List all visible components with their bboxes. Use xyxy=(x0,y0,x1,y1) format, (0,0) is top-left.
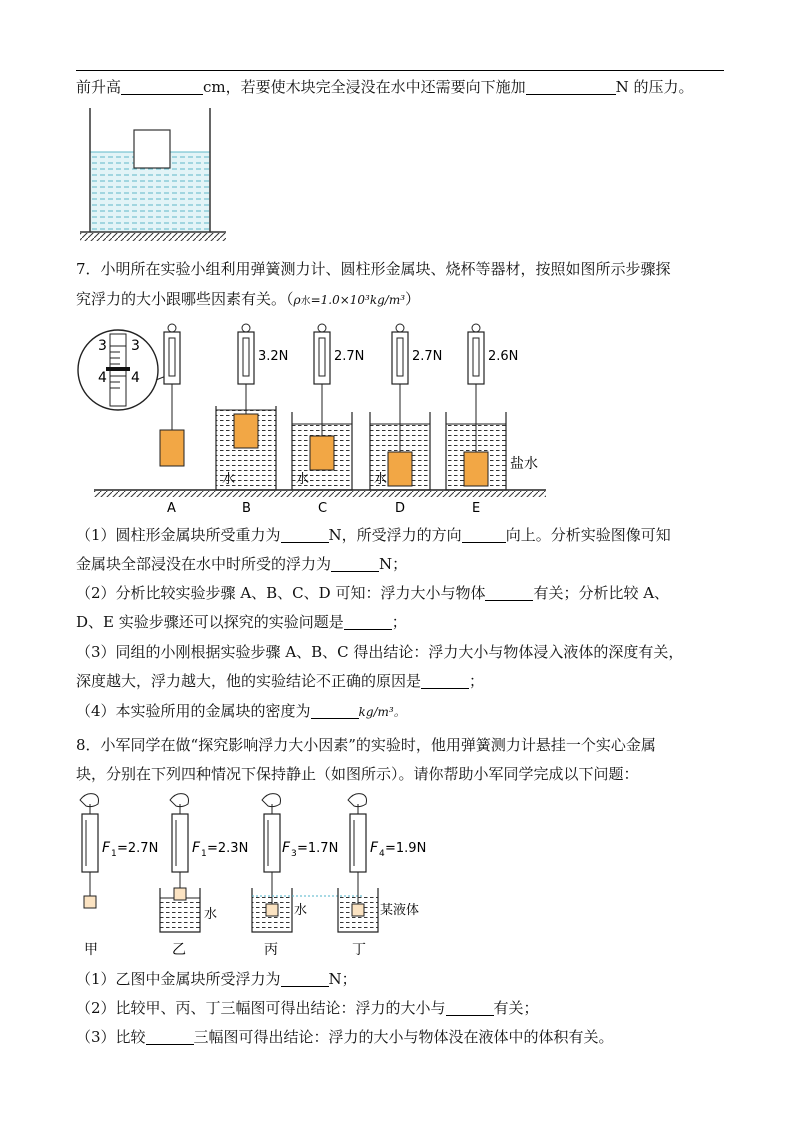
panel-jia xyxy=(80,794,158,958)
pointer-mark xyxy=(106,367,130,371)
step-e xyxy=(446,324,538,490)
metal-block-ding xyxy=(352,904,364,916)
q7-p1-blank-1[interactable] xyxy=(281,526,329,543)
q8-p2-a: （2）比较甲、丙、丁三幅图可得出结论：浮力的大小与 xyxy=(76,999,446,1017)
f-sub-ding: 4 xyxy=(379,849,385,859)
panel-bing xyxy=(252,794,364,958)
q6-tank-figure xyxy=(76,100,236,248)
reading-c: 2.7N xyxy=(334,349,365,364)
table-hatch xyxy=(94,491,546,497)
q8-intro-1: 8．小军同学在做“探究影响浮力大小因素”的实验时，他用弹簧测力计悬挂一个实心金属 xyxy=(76,736,656,754)
metal-block-b xyxy=(234,414,258,448)
f-sub-yi: 1 xyxy=(201,849,207,859)
q7-intro-2 xyxy=(76,288,420,313)
label-ding: 丁 xyxy=(352,942,366,958)
q7-p2-blank-2[interactable] xyxy=(344,613,392,630)
scale-tick-3-left: 3 xyxy=(98,338,107,354)
q7-p4-unit: kg/m³。 xyxy=(358,705,406,719)
water-label-bing: 水 xyxy=(294,903,308,918)
q8-p3-b: 三幅图可得出结论：浮力的大小与物体没在液体中的体积有关。 xyxy=(193,1028,614,1046)
scale-tick-4-right: 4 xyxy=(131,370,140,386)
q7-p1-a: （1）圆柱形金属块所受重力为 xyxy=(76,526,281,544)
q7-p1-line1 xyxy=(76,524,671,546)
q7-intro-2-text: 究浮力的大小跟哪些因素有关。（ xyxy=(76,290,294,308)
q7-p3-line2 xyxy=(76,670,484,692)
q7-p1-blank-2[interactable] xyxy=(462,526,506,543)
other-liquid-label: 某液体 xyxy=(380,903,420,918)
panel-yi xyxy=(160,794,248,958)
label-yi: 乙 xyxy=(172,942,186,958)
q7-p1-c: 向上。分析实验图像可知 xyxy=(505,526,671,544)
f-value-bing: =1.7N xyxy=(297,841,339,856)
q8-p1-line xyxy=(76,968,357,990)
label-d: D xyxy=(395,501,406,516)
step-b xyxy=(216,324,288,490)
label-e: E xyxy=(472,501,481,516)
step-d xyxy=(370,324,442,490)
q8-p1-b: N； xyxy=(328,970,357,988)
label-bing: 丙 xyxy=(264,942,278,958)
q8-p1-blank[interactable] xyxy=(281,970,329,987)
q7-p3-blank[interactable] xyxy=(421,672,469,689)
f-label-ding: F xyxy=(370,840,379,856)
reading-b: 3.2N xyxy=(258,349,289,364)
label-jia: 甲 xyxy=(84,942,98,958)
formula-rho: ρ xyxy=(293,293,301,307)
metal-block-d xyxy=(388,452,412,486)
q7-intro-1: 7．小明所在实验小组利用弹簧测力计、圆柱形金属块、烧杯等器材，按照如图所示步骤探 xyxy=(76,260,671,278)
magnified-scale xyxy=(78,330,166,410)
water-label-d: 水 xyxy=(374,472,388,487)
metal-block-yi xyxy=(174,888,186,900)
reading-d: 2.7N xyxy=(412,349,443,364)
q7-intro-2-end: ） xyxy=(405,290,421,308)
f-label-jia: F xyxy=(102,840,111,856)
q6-text-a: 前升高 xyxy=(76,78,122,96)
q7-p2-line2 xyxy=(76,611,407,633)
q7-p1-line2 xyxy=(76,553,407,575)
f-sub-jia: 1 xyxy=(111,849,117,859)
q7-p3-c: ； xyxy=(469,672,485,690)
header-rule xyxy=(76,70,724,71)
q8-intro-2: 块，分别在下列四种情况下保持静止（如图所示）。请你帮助小军同学完成以下问题： xyxy=(76,765,639,783)
scale-tick-4-left: 4 xyxy=(98,370,107,386)
q7-p2-line1 xyxy=(76,582,669,604)
q7-p2-blank-1[interactable] xyxy=(485,584,533,601)
q7-p4-line xyxy=(76,700,406,723)
q6-text-c: N 的压力。 xyxy=(615,78,694,96)
spring-scale-a xyxy=(160,324,184,466)
q7-p1-e: N； xyxy=(379,555,408,573)
q8-p3-a: （3）比较 xyxy=(76,1028,146,1046)
q7-p1-blank-3[interactable] xyxy=(331,555,379,572)
water-label-yi: 水 xyxy=(204,907,218,922)
q7-p3-b: 深度越大，浮力越大，他的实验结论不正确的原因是 xyxy=(76,672,422,690)
label-c: C xyxy=(318,501,328,516)
water-label-c: 水 xyxy=(296,472,310,487)
water-label-b: 水 xyxy=(222,472,236,487)
q7-experiment-figure xyxy=(76,318,556,518)
formula-sub: 水 xyxy=(300,296,311,307)
q6-blank-1[interactable] xyxy=(121,78,203,95)
formula-value: =1.0×10³kg/m³ xyxy=(310,293,406,307)
q8-p3-blank[interactable] xyxy=(146,1028,194,1045)
metal-block-e xyxy=(464,452,488,486)
q7-p1-b: N，所受浮力的方向 xyxy=(328,526,462,544)
q8-p3-line xyxy=(76,1026,614,1048)
f-value-ding: =1.9N xyxy=(385,841,427,856)
q6-blank-2[interactable] xyxy=(526,78,616,95)
f-label-yi: F xyxy=(192,840,201,856)
metal-block-bing xyxy=(266,904,278,916)
reading-e: 2.6N xyxy=(488,349,519,364)
step-c xyxy=(292,324,364,490)
hand-icon xyxy=(262,794,281,807)
q8-p2-blank[interactable] xyxy=(446,999,494,1016)
hand-icon xyxy=(170,794,189,807)
q7-p4-blank[interactable] xyxy=(311,702,359,719)
scale-tick-3-right: 3 xyxy=(131,338,140,354)
q8-experiment-figure xyxy=(76,790,476,962)
f-sub-bing: 3 xyxy=(291,849,297,859)
q8-p2-line xyxy=(76,997,539,1019)
metal-block-c xyxy=(310,436,334,470)
q7-p1-d: 金属块全部浸没在水中时所受的浮力为 xyxy=(76,555,332,573)
f-value-jia: =2.7N xyxy=(117,841,159,856)
hand-icon xyxy=(348,794,367,807)
ground-hatch xyxy=(80,233,226,241)
q7-p2-a: （2）分析比较实验步骤 A、B、C、D 可知：浮力大小与物体 xyxy=(76,584,486,602)
q7-p2-d: ； xyxy=(391,613,407,631)
label-b: B xyxy=(242,501,251,516)
salt-water-label: 盐水 xyxy=(510,456,538,472)
label-a: A xyxy=(167,501,176,516)
q6-text-b: cm，若要使木块完全浸没在水中还需要向下施加 xyxy=(203,78,526,96)
q7-p4-a: （4）本实验所用的金属块的密度为 xyxy=(76,702,311,720)
q7-p2-c: D、E 实验步骤还可以探究的实验问题是 xyxy=(76,613,344,631)
panel-ding xyxy=(338,794,426,958)
q8-p1-a: （1）乙图中金属块所受浮力为 xyxy=(76,970,281,988)
q8-p2-b: 有关； xyxy=(493,999,539,1017)
f-label-bing: F xyxy=(282,840,291,856)
q6-line xyxy=(76,76,694,98)
f-value-yi: =2.3N xyxy=(207,841,249,856)
metal-block-a xyxy=(160,430,184,466)
q7-p2-b: 有关；分析比较 A、 xyxy=(533,584,670,602)
wood-block xyxy=(134,130,170,168)
metal-block-jia xyxy=(84,896,96,908)
hand-icon xyxy=(80,794,99,807)
q7-p3-line1: （3）同组的小刚根据实验步骤 A、B、C 得出结论：浮力大小与物体浸入液体的深度有关， xyxy=(76,643,684,661)
